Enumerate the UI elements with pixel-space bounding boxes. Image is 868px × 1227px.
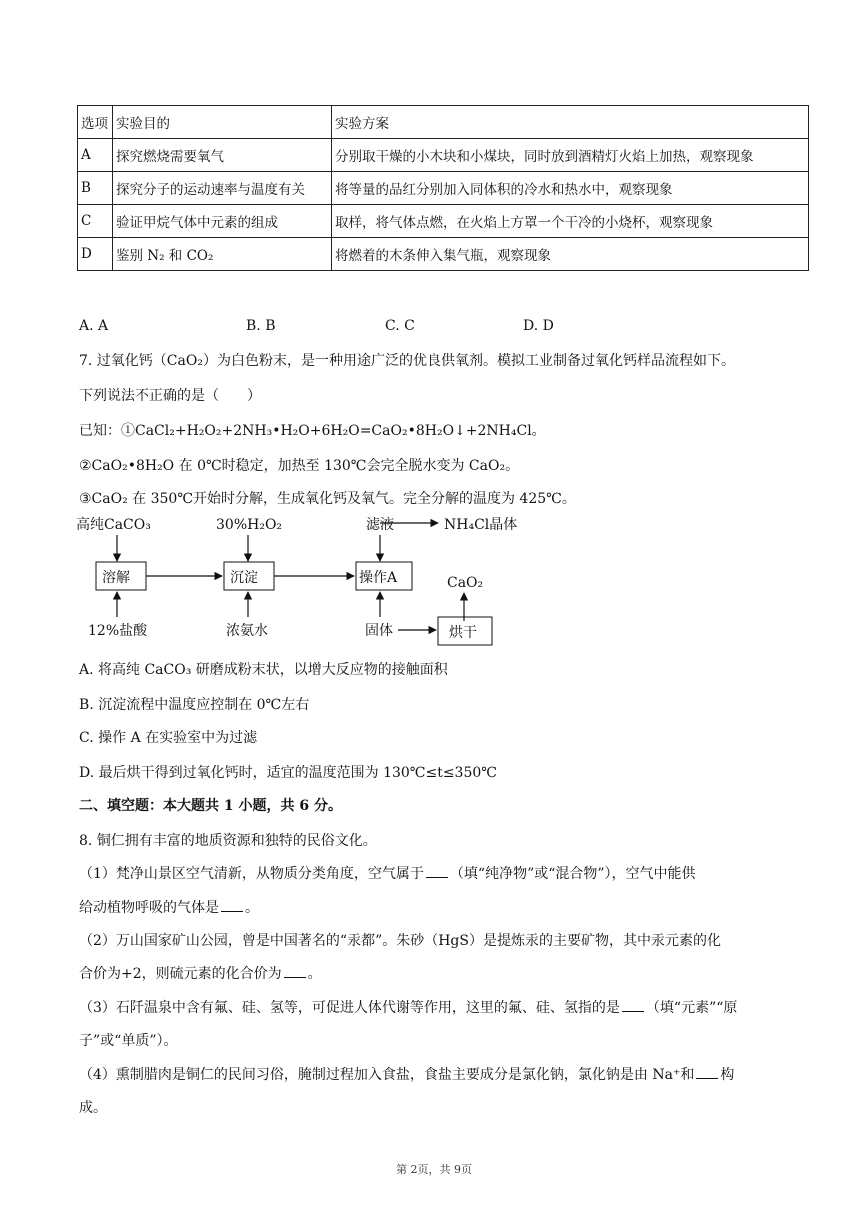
q6-choice-a: A. A [79,318,109,334]
options-table [77,105,809,271]
q8-p1-text-a: （1）梵净山景区空气清新，从物质分类角度，空气属于 [79,866,424,882]
table-row [78,238,809,271]
table-cell: A [78,139,113,172]
box-dry-label: 烘干 [449,625,477,641]
table-header-row [78,106,809,139]
q6-choice-c: C. C [385,318,415,334]
q7-known-1: 已知：①CaCl₂+H₂O₂+2NH₃•H₂O+6H₂O=CaO₂•8H₂O↓+2NH₄Cl。 [79,423,546,439]
answer-blank-2[interactable] [221,897,243,912]
table-cell: 探究分子的运动速率与温度有关 [113,172,332,205]
table-row [78,205,809,238]
q7-option-a: A. 将高纯 CaCO₃ 研磨成粉末状，以增大反应物的接触面积 [79,662,448,678]
q8-part-3-line-1 [79,997,737,1017]
q7-option-c: C. 操作 A 在实验室中为过滤 [79,730,258,746]
q8-p1-text-b: （填“纯净物”或“混合物”），空气中能供 [449,866,696,882]
q7-known-3: ③CaO₂ 在 350℃开始时分解，生成氧化钙及氧气。完全分解的温度为 425℃。 [79,491,576,507]
cao2-product-label: CaO₂ [447,575,484,591]
q8-p2-text-c: 。 [307,966,322,982]
q8-part-1-line-2 [79,897,259,917]
filtrate-label: 滤液 [366,517,394,533]
flow-diagram [60,505,580,655]
answer-blank-1[interactable] [426,863,448,878]
q6-choice-d: D. D [523,318,554,334]
q8-part-2-line-1: （2）万山国家矿山公园，曾是中国著名的“汞都”。朱砂（HgS）是提炼汞的主要矿物，其中汞元素的化 [79,933,721,949]
q8-p4-text-a: （4）熏制腊肉是铜仁的民间习俗，腌制过程加入食盐，食盐主要成分是氯化钠，氯化钠是由 Na⁺和 [79,1067,695,1083]
table-row [78,172,809,205]
ammonia-label: 浓氨水 [226,623,268,639]
table-row [78,139,809,172]
answer-blank-5[interactable] [696,1064,718,1079]
q8-p1-text-d: 。 [245,900,259,916]
table-cell: C [78,205,113,238]
table-cell: B [78,172,113,205]
q8-part-4-line-2: 成。 [79,1100,107,1116]
table-cell: 将燃着的木条伸入集气瓶，观察现象 [332,238,809,271]
q8-p3-text-b: （填“元素”“原 [645,1000,738,1016]
acid-label: 12%盐酸 [88,623,148,639]
nh4cl-crystal-label: NH₄Cl晶体 [444,517,518,533]
input-caco3-label: 高纯CaCO₃ [76,517,151,533]
solid-label: 固体 [365,623,393,639]
q8-part-3-line-2: 子”或“单质”）。 [79,1033,178,1049]
box-precipitate-label: 沉淀 [230,570,258,586]
input-h2o2-label: 30%H₂O₂ [216,517,283,533]
box-operation-a-label: 操作A [359,570,398,586]
q7-stem-1: 7. 过氧化钙（CaO₂）为白色粉末，是一种用途广泛的优良供氧剂。模拟工业制备过氧化钙样品流程如下。 [79,353,735,369]
box-dissolve-label: 溶解 [102,570,130,586]
q6-choice-b: B. B [246,318,276,334]
table-cell: 鉴别 N₂ 和 CO₂ [113,238,332,271]
q7-stem-2: 下列说法不正确的是（ ） [79,388,261,404]
q8-part-4-line-1 [79,1064,734,1084]
q8-stem: 8. 铜仁拥有丰富的地质资源和独特的民俗文化。 [79,833,377,849]
table-header-cell: 实验方案 [332,106,809,139]
answer-blank-4[interactable] [622,997,644,1012]
page-footer: 第 2页，共 9页 [396,1163,472,1176]
table-cell: 取样，将气体点燃，在火焰上方罩一个干冷的小烧杯，观察现象 [332,205,809,238]
q8-p1-text-c: 给动植物呼吸的气体是 [79,900,219,916]
section-2-heading: 二、填空题：本大题共 1 小题，共 6 分。 [79,798,342,814]
table-cell: 将等量的品红分别加入同体积的冷水和热水中，观察现象 [332,172,809,205]
q8-part-2-line-2 [79,963,322,983]
table-cell: D [78,238,113,271]
table-cell: 验证甲烷气体中元素的组成 [113,205,332,238]
table-header-cell: 实验目的 [113,106,332,139]
table-header-cell: 选项 [78,106,113,139]
q8-p4-text-b: 构 [720,1067,735,1083]
table-cell: 探究燃烧需要氧气 [113,139,332,172]
q8-p2-text-b: 合价为+2，则硫元素的化合价为 [79,966,282,982]
q7-option-b: B. 沉淀流程中温度应控制在 0℃左右 [79,697,310,713]
table-cell: 分别取干燥的小木块和小煤块，同时放到酒精灯火焰上加热，观察现象 [332,139,809,172]
q8-p3-text-a: （3）石阡温泉中含有氟、硅、氢等，可促进人体代谢等作用，这里的氟、硅、氢指的是 [79,1000,620,1016]
q8-part-1-line-1 [79,863,696,883]
q7-option-d: D. 最后烘干得到过氧化钙时，适宜的温度范围为 130℃≤t≤350℃ [79,765,497,781]
q7-known-2: ②CaO₂•8H₂O 在 0℃时稳定，加热至 130℃会完全脱水变为 CaO₂。 [79,458,520,474]
answer-blank-3[interactable] [284,963,306,978]
